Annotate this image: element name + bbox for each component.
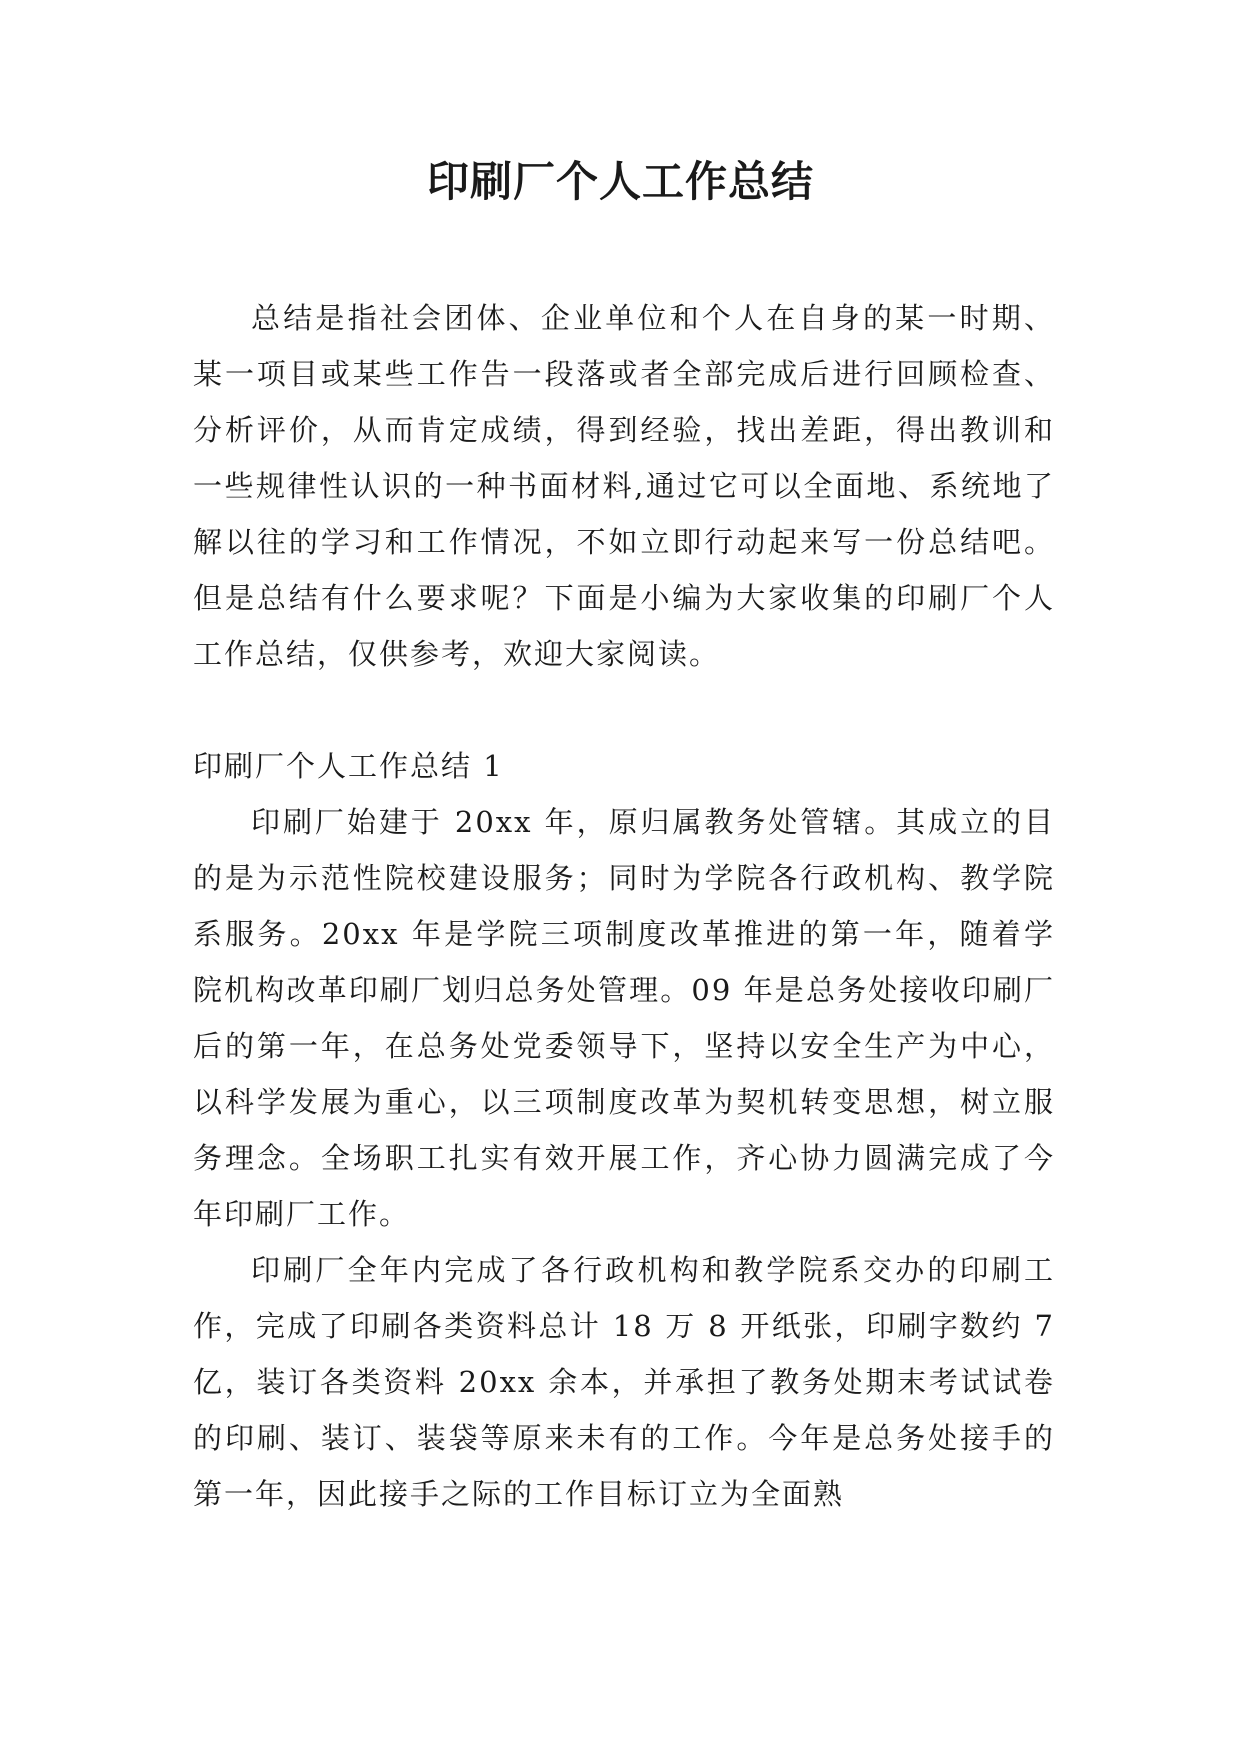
document-title: 印刷厂个人工作总结 [426, 157, 814, 206]
body-paragraph: 印刷厂全年内完成了各行政机构和教学院系交办的印刷工作，完成了印刷各类资料总计 18 万 8 开纸张，印刷字数约 7 亿，装订各类资料 20xx 余本，并承担了教务处期末考试试卷的印刷、装订、装袋等原来未有的工作。今年是总务处接手的第一年，因此接手之际的工作目标订立为全面熟 [193, 1253, 1055, 1511]
document-body [193, 290, 1055, 1522]
intro-paragraph: 总结是指社会团体、企业单位和个人在自身的某一时期、某一项目或某些工作告一段落或者全部完成后进行回顾检查、分析评价，从而肯定成绩，得到经验，找出差距，得出教训和一些规律性认识的一种书面材料,通过它可以全面地、系统地了解以往的学习和工作情况，不如立即行动起来写一份总结吧。但是总结有什么要求呢？下面是小编为大家收集的印刷厂个人工作总结，仅供参考，欢迎大家阅读。 [193, 301, 1055, 671]
body-paragraph: 印刷厂始建于 20xx 年，原归属教务处管辖。其成立的目的是为示范性院校建设服务；同时为学院各行政机构、教学院系服务。20xx 年是学院三项制度改革推进的第一年，随着学院机构改革印刷厂划归总务处管理。09 年是总务处接收印刷厂后的第一年，在总务处党委领导下，坚持以安全生产为中心，以科学发展为重心，以三项制度改革为契机转变思想，树立服务理念。全场职工扎实有效开展工作，齐心协力圆满完成了今年印刷厂工作。 [193, 805, 1055, 1231]
section-heading: 印刷厂个人工作总结 1 [193, 749, 504, 783]
